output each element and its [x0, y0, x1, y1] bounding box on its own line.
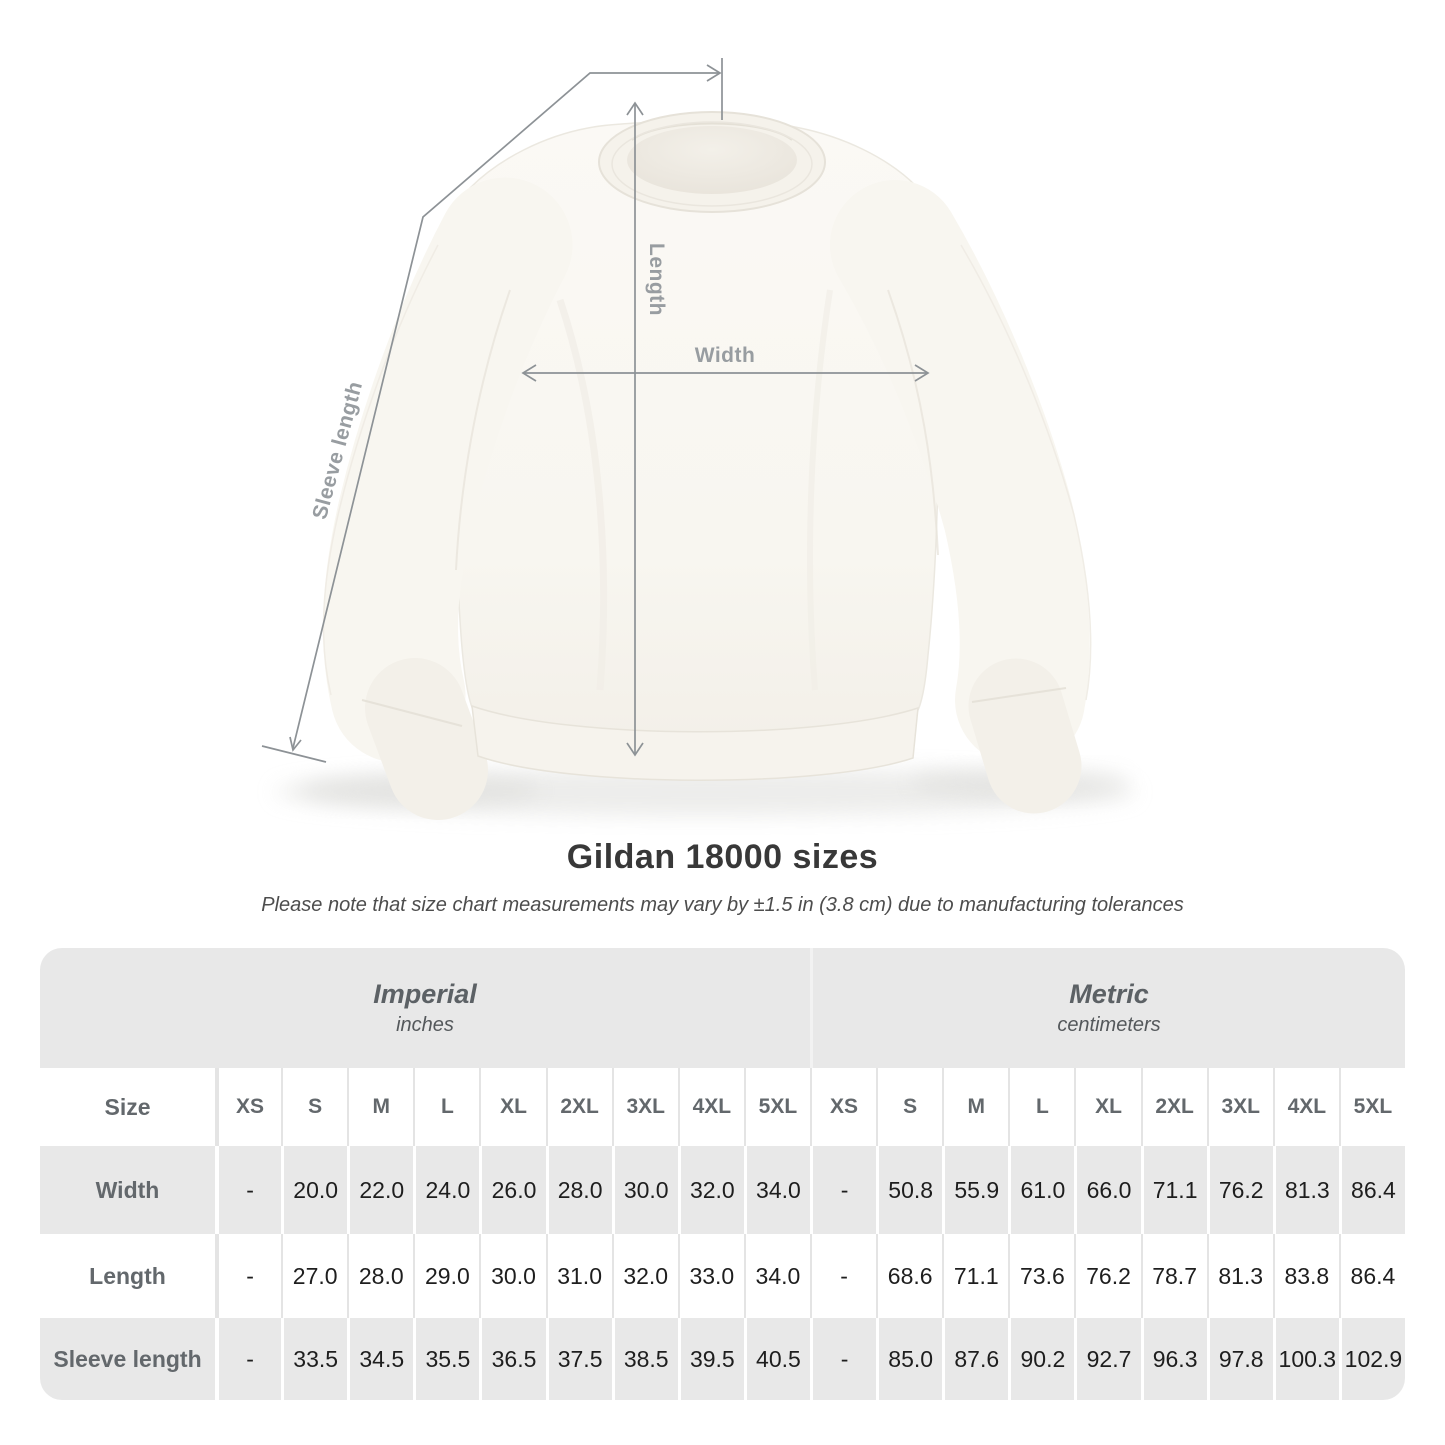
size-header-metric-2xl: 2XL: [1141, 1068, 1207, 1146]
size-header-metric-l: L: [1008, 1068, 1074, 1146]
cell-sleeve-length-metric-xl: 92.7: [1074, 1318, 1140, 1400]
cell-length-metric-xl: 76.2: [1074, 1234, 1140, 1318]
cell-length-metric-l: 73.6: [1008, 1234, 1074, 1318]
metric-label: Metric: [1069, 979, 1149, 1009]
table-row-width: [40, 1146, 1405, 1234]
cell-length-metric-xs: -: [810, 1234, 876, 1318]
cell-sleeve-length-metric-3xl: 97.8: [1207, 1318, 1273, 1400]
cell-sleeve-length-imperial-2xl: 37.5: [546, 1318, 612, 1400]
cell-length-metric-5xl: 86.4: [1339, 1234, 1405, 1318]
size-header-imperial-xs: XS: [215, 1068, 281, 1146]
cell-width-imperial-xl: 26.0: [479, 1146, 545, 1234]
cell-length-imperial-4xl: 33.0: [678, 1234, 744, 1318]
cell-sleeve-length-imperial-5xl: 40.5: [744, 1318, 810, 1400]
cell-width-metric-s: 50.8: [876, 1146, 942, 1234]
cell-length-imperial-m: 28.0: [347, 1234, 413, 1318]
size-header-metric-xl: XL: [1074, 1068, 1140, 1146]
cell-width-metric-2xl: 71.1: [1141, 1146, 1207, 1234]
cell-length-metric-s: 68.6: [876, 1234, 942, 1318]
cell-sleeve-length-imperial-xl: 36.5: [479, 1318, 545, 1400]
size-header-imperial-2xl: 2XL: [546, 1068, 612, 1146]
tolerance-note: Please note that size chart measurements may vary by ±1.5 in (3.8 cm) due to manufacturing tolerances: [261, 894, 1184, 916]
cell-sleeve-length-metric-2xl: 96.3: [1141, 1318, 1207, 1400]
cell-width-imperial-4xl: 32.0: [678, 1146, 744, 1234]
cell-width-metric-xs: -: [810, 1146, 876, 1234]
size-column-header: Size: [104, 1093, 151, 1120]
cell-width-metric-4xl: 81.3: [1273, 1146, 1339, 1234]
table-row-sleeve-length: [40, 1318, 1405, 1400]
size-header-metric-4xl: 4XL: [1273, 1068, 1339, 1146]
cell-length-imperial-xl: 30.0: [479, 1234, 545, 1318]
sweatshirt: [324, 112, 1091, 780]
cell-width-imperial-2xl: 28.0: [546, 1146, 612, 1234]
cell-length-imperial-s: 27.0: [281, 1234, 347, 1318]
cell-width-metric-m: 55.9: [942, 1146, 1008, 1234]
size-table: [40, 948, 1405, 1400]
cell-sleeve-length-metric-l: 90.2: [1008, 1318, 1074, 1400]
length-measure-label: Length: [645, 243, 668, 316]
cell-sleeve-length-imperial-3xl: 38.5: [612, 1318, 678, 1400]
cell-sleeve-length-metric-s: 85.0: [876, 1318, 942, 1400]
cell-width-imperial-l: 24.0: [413, 1146, 479, 1234]
cell-width-imperial-s: 20.0: [281, 1146, 347, 1234]
table-row-length: [40, 1234, 1405, 1318]
right-cuff: [1016, 706, 1034, 766]
cell-sleeve-length-metric-m: 87.6: [942, 1318, 1008, 1400]
cell-length-imperial-2xl: 31.0: [546, 1234, 612, 1318]
cell-sleeve-length-imperial-s: 33.5: [281, 1318, 347, 1400]
cell-length-metric-4xl: 83.8: [1273, 1234, 1339, 1318]
imperial-label: Imperial: [373, 979, 477, 1009]
cell-length-imperial-3xl: 32.0: [612, 1234, 678, 1318]
size-header-imperial-4xl: 4XL: [678, 1068, 744, 1146]
size-header-metric-xs: XS: [810, 1068, 876, 1146]
size-header-metric-s: S: [876, 1068, 942, 1146]
cell-width-imperial-xs: -: [215, 1146, 281, 1234]
cell-width-imperial-m: 22.0: [347, 1146, 413, 1234]
unit-group-imperial: [40, 948, 810, 1068]
table-body: [40, 1146, 1405, 1400]
cell-width-imperial-5xl: 34.0: [744, 1146, 810, 1234]
size-header-imperial-3xl: 3XL: [612, 1068, 678, 1146]
sleeve-length-measure-label: Sleeve length: [308, 378, 368, 522]
size-header-imperial-s: S: [281, 1068, 347, 1146]
cell-length-imperial-l: 29.0: [413, 1234, 479, 1318]
cell-length-imperial-xs: -: [215, 1234, 281, 1318]
cell-length-metric-2xl: 78.7: [1141, 1234, 1207, 1318]
cell-sleeve-length-imperial-4xl: 39.5: [678, 1318, 744, 1400]
cell-width-metric-3xl: 76.2: [1207, 1146, 1273, 1234]
page-title: Gildan 18000 sizes: [566, 838, 879, 876]
size-header-imperial-xl: XL: [479, 1068, 545, 1146]
size-header-imperial-m: M: [347, 1068, 413, 1146]
size-header-metric-5xl: 5XL: [1339, 1068, 1405, 1146]
cell-width-metric-xl: 66.0: [1074, 1146, 1140, 1234]
row-label-length: Length: [89, 1262, 166, 1289]
cell-sleeve-length-imperial-l: 35.5: [413, 1318, 479, 1400]
cell-width-metric-l: 61.0: [1008, 1146, 1074, 1234]
cell-length-imperial-5xl: 34.0: [744, 1234, 810, 1318]
cell-width-imperial-3xl: 30.0: [612, 1146, 678, 1234]
cell-sleeve-length-imperial-m: 34.5: [347, 1318, 413, 1400]
size-header-row: [40, 1068, 1405, 1146]
size-header-metric-3xl: 3XL: [1207, 1068, 1273, 1146]
cell-length-metric-m: 71.1: [942, 1234, 1008, 1318]
metric-unit-label: centimeters: [1057, 1014, 1161, 1036]
cell-length-metric-3xl: 81.3: [1207, 1234, 1273, 1318]
unit-header-row: [40, 948, 1405, 1068]
size-header-imperial-5xl: 5XL: [744, 1068, 810, 1146]
cell-width-metric-5xl: 86.4: [1339, 1146, 1405, 1234]
cell-sleeve-length-metric-4xl: 100.3: [1273, 1318, 1339, 1400]
unit-group-metric: [810, 948, 1405, 1068]
collar: [599, 112, 825, 212]
size-header-imperial-l: L: [413, 1068, 479, 1146]
width-measure-label: Width: [694, 344, 756, 367]
imperial-unit-label: inches: [396, 1014, 454, 1036]
cell-sleeve-length-metric-xs: -: [810, 1318, 876, 1400]
cell-sleeve-length-imperial-xs: -: [215, 1318, 281, 1400]
cell-sleeve-length-metric-5xl: 102.9: [1339, 1318, 1405, 1400]
row-label-sleeve-length: Sleeve length: [53, 1345, 202, 1372]
size-header-metric-m: M: [942, 1068, 1008, 1146]
row-label-width: Width: [95, 1176, 160, 1203]
